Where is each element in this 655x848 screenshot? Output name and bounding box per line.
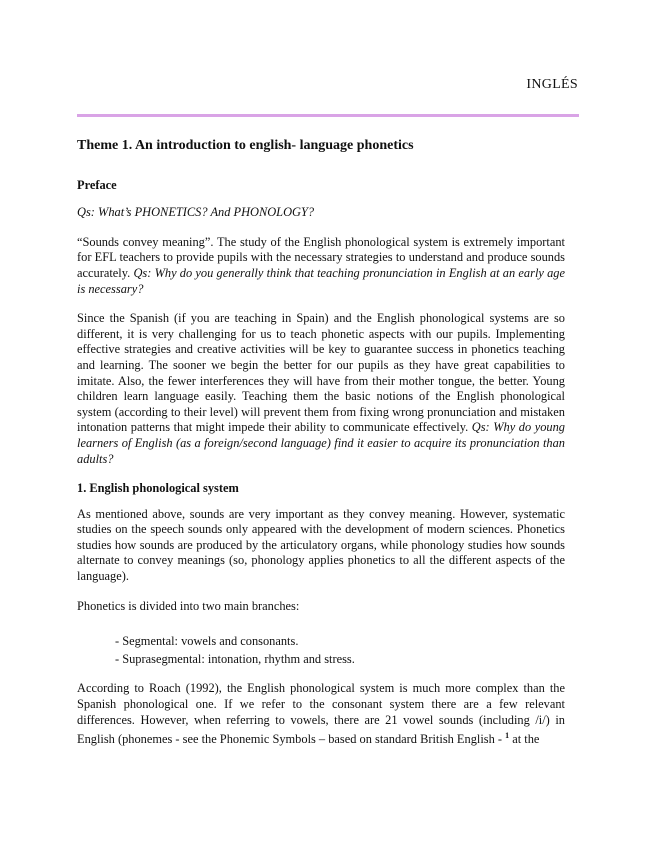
- preface-heading: Preface: [77, 177, 117, 192]
- theme-title: Theme 1. An introduction to english- language phonetics: [77, 138, 414, 153]
- list-item: - Segmental: vowels and consonants.: [115, 634, 299, 649]
- preface-paragraph-2: [77, 311, 565, 467]
- branches-list: [115, 634, 565, 667]
- paragraph-tail: at the: [509, 732, 540, 747]
- header-divider: [77, 114, 579, 117]
- paragraph-text: According to Roach (1992), the English phonological system is much more complex than the Spanish phonological one. If we refer to the consonant system there are a few relevant differences. However, when referring to vowels, there are 21 vowel sounds (including /i/) in English (phonemes - see the Phonemic Symbols – based on standard British English -: [77, 681, 565, 747]
- paragraph-text: “Sounds convey meaning”. The study of the English phonological system is extremely important for EFL teachers to provide pupils with the necessary strategies to understand and produce sounds accurately.: [77, 234, 565, 280]
- header-label: INGLÉS: [526, 77, 578, 92]
- paragraph-text: Since the Spanish (if you are teaching in Spain) and the English phonological systems are so different, it is very challenging for us to teach phonetic aspects with our pupils. Implementing effective strategies and creative activities will be key to guarantee success in phonetics teaching and learning. The sooner we begin the better for our pupils as they have great capabilities to imitate. Also, the fewer interferences they will have from their mother tongue, the better. Young children learn language easily. Teaching them the basic notions of the English phonological system (according to their level) will prevent them from fixing wrong pronunciation and mistaken intonation patterns that might impede their ability to communicate effectively.: [77, 311, 565, 435]
- footnote-ref[interactable]: 1: [505, 731, 510, 741]
- list-item: - Suprasegmental: intonation, rhythm and stress.: [115, 651, 355, 666]
- section-heading: 1. English phonological system: [77, 481, 239, 496]
- preface-question: Qs: What’s PHONETICS? And PHONOLOGY?: [77, 205, 315, 220]
- section-paragraph-3: [77, 681, 565, 748]
- paragraph-question: Qs: Why do young learners of English (as a foreign/second language) find it easier to acquire its pronunciation than adults?: [77, 420, 565, 466]
- document-body: [77, 138, 565, 762]
- section-paragraph-1: As mentioned above, sounds are very important as they convey meaning. However, systematic studies on the speech sounds only appeared with the development of modern sciences. Phonetics studies how sounds are produced by the articulatory organs, while phonology studies how sounds alternate to convey meanings (so, phonology applies phonetics to all the different aspects of the language).: [77, 506, 565, 584]
- preface-paragraph-1: [77, 235, 565, 297]
- section-paragraph-2: Phonetics is divided into two main branches:: [77, 598, 300, 613]
- paragraph-question: Qs: Why do you generally think that teaching pronunciation in English at an early age is necessary?: [77, 265, 566, 296]
